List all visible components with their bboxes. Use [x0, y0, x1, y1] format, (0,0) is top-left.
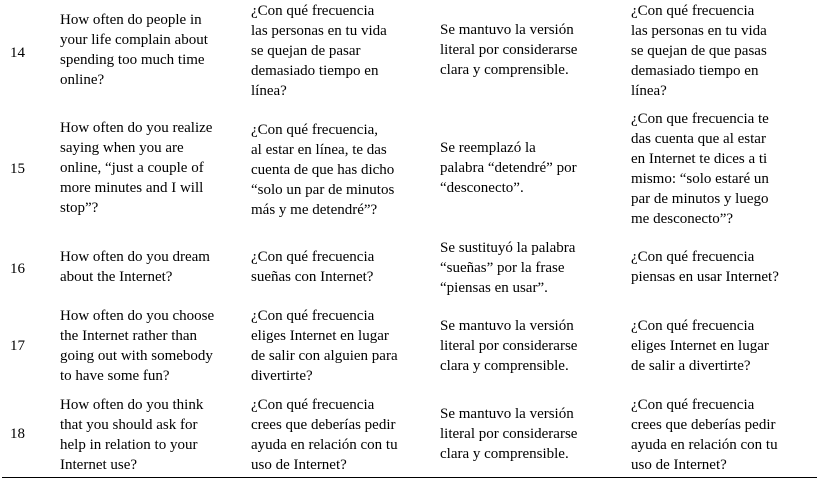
- table-row: [0, 100, 829, 235]
- final-version: ¿Con qué frecuencia las personas en tu vida se quejan de que pasas demasiado tiempo en línea?: [631, 3, 767, 99]
- table-row: [0, 0, 829, 100]
- item-number: 18: [10, 426, 25, 442]
- table-bottom-rule: [2, 477, 817, 478]
- spanish-translation: ¿Con qué frecuencia, al estar en línea, te das cuenta de que has dicho “solo un par de minutos más y me detendré”?: [251, 122, 395, 218]
- adaptation-note: Se sustituyó la palabra “sueñas” por la frase “piensas en usar”.: [440, 240, 576, 296]
- adaptation-note: Se mantuvo la versión literal por considerarse clara y comprensible.: [440, 406, 578, 462]
- spanish-translation: ¿Con qué frecuencia las personas en tu vida se quejan de pasar demasiado tiempo en línea?: [251, 3, 387, 99]
- english-item: How often do people in your life complain about spending too much time online?: [60, 12, 208, 88]
- english-item: How often do you dream about the Internet?: [60, 249, 210, 285]
- item-number: 14: [10, 45, 25, 61]
- adaptation-note: Se mantuvo la versión literal por considerarse clara y comprensible.: [440, 22, 578, 78]
- table-row: [0, 235, 829, 300]
- final-version: ¿Con qué frecuencia crees que deberías pedir ayuda en relación con tu uso de Internet?: [631, 397, 778, 473]
- table-row: [0, 390, 829, 481]
- english-item: How often do you think that you should ask for help in relation to your Internet use?: [60, 397, 204, 473]
- table-row: [0, 300, 829, 390]
- final-version: ¿Con qué frecuencia eliges Internet en lugar de salir a divertirte?: [631, 318, 769, 374]
- spanish-translation: ¿Con qué frecuencia crees que deberías pedir ayuda en relación con tu uso de Internet?: [251, 397, 398, 473]
- final-version: ¿Con qué frecuencia piensas en usar Internet?: [631, 249, 779, 285]
- item-number: 16: [10, 261, 25, 277]
- english-item: How often do you choose the Internet rather than going out with somebody to have some fun?: [60, 308, 215, 384]
- spanish-translation: ¿Con qué frecuencia sueñas con Internet?: [251, 249, 375, 285]
- item-number: 17: [10, 338, 25, 354]
- adaptation-note: Se reemplazó la palabra “detendré” por “desconecto”.: [440, 140, 577, 196]
- item-number: 15: [10, 161, 25, 177]
- spanish-translation: ¿Con qué frecuencia eliges Internet en lugar de salir con alguien para divertirte?: [251, 308, 398, 384]
- adaptation-note: Se mantuvo la versión literal por considerarse clara y comprensible.: [440, 318, 578, 374]
- english-item: How often do you realize saying when you are online, “just a couple of more minutes and I will stop”?: [60, 120, 213, 216]
- final-version: ¿Con que frecuencia te das cuenta que al estar en Internet te dices a ti mismo: “solo estaré un par de minutos y luego me desconecto”?: [631, 111, 769, 227]
